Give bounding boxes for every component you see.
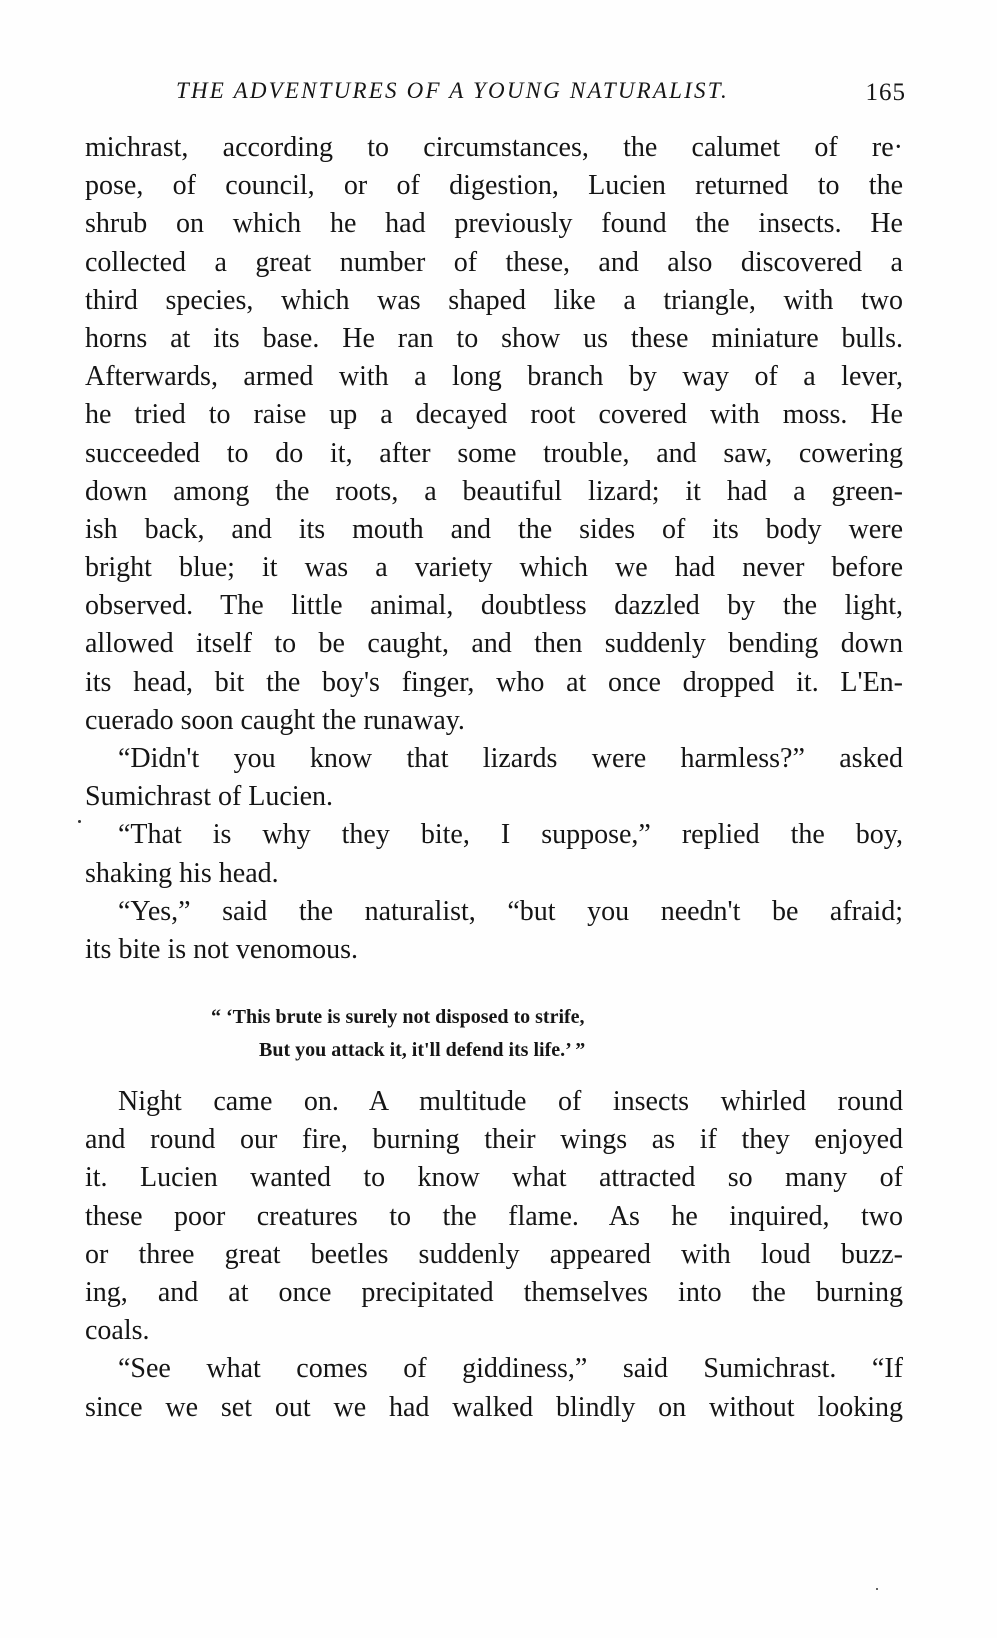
text-line: these poor creatures to the flame. As he inquired, two [85, 1200, 903, 1232]
text-line: he tried to raise up a decayed root covered with moss. He [85, 399, 903, 431]
text-line: it. Lucien wanted to know what attracted so many of [85, 1162, 903, 1194]
text-line: collected a great number of these, and also discovered a [85, 246, 903, 278]
verse-line: “ ‘This brute is surely not disposed to strife, [211, 1006, 585, 1028]
text-line: succeeded to do it, after some trouble, and saw, cowering [85, 437, 903, 469]
text-line: pose, of council, or of digestion, Lucien returned to the [85, 170, 903, 202]
text-line: “That is why they bite, I suppose,” replied the boy, [118, 819, 903, 851]
text-line: “Yes,” said the naturalist, “but you needn't be afraid; [118, 895, 903, 927]
text-line: cuerado soon caught the runaway. [85, 704, 465, 736]
text-line: bright blue; it was a variety which we had never before [85, 552, 903, 584]
text-line: Night came on. A multitude of insects whirled round [118, 1086, 903, 1117]
text-line: horns at its base. He ran to show us these miniature bulls. [85, 322, 903, 354]
paragraph-lizard [85, 129, 903, 969]
text-line: its head, bit the boy's finger, who at once dropped it. L'En- [85, 666, 903, 698]
text-line: allowed itself to be caught, and then suddenly bending down [85, 628, 903, 660]
text-line: ish back, and its mouth and the sides of its body were [85, 513, 903, 545]
verse-quotation [211, 1001, 731, 1067]
text-line: ing, and at once precipitated themselves into the burning [85, 1276, 903, 1308]
page-header [140, 78, 906, 112]
text-line: “Didn't you know that lizards were harmless?” asked [118, 743, 903, 774]
text-line: since we set out we had walked blindly on without looking [85, 1391, 903, 1423]
page-number: 165 [865, 79, 906, 106]
text-line: coals. [85, 1315, 150, 1347]
text-line: michrast, according to circumstances, the calumet of re· [85, 132, 903, 163]
text-line: Afterwards, armed with a long branch by way of a lever, [85, 361, 903, 393]
ink-speck [78, 820, 81, 823]
running-title: THE ADVENTURES OF A YOUNG NATURALIST. [176, 78, 729, 103]
verse-line: But you attack it, it'll defend its life.’ ” [259, 1039, 586, 1061]
ink-speck [876, 1588, 878, 1590]
text-line: its bite is not venomous. [85, 933, 358, 965]
text-line: down among the roots, a beautiful lizard; it had a green- [85, 475, 903, 507]
text-line: shrub on which he had previously found the insects. He [85, 208, 903, 240]
text-line: shaking his head. [85, 857, 279, 889]
text-line: third species, which was shaped like a triangle, with two [85, 284, 903, 316]
text-line: “See what comes of giddiness,” said Sumichrast. “If [118, 1353, 903, 1385]
paragraph-night [85, 1083, 903, 1427]
text-line: Sumichrast of Lucien. [85, 781, 334, 813]
text-line: or three great beetles suddenly appeared with loud buzz- [85, 1238, 903, 1270]
text-line: observed. The little animal, doubtless dazzled by the light, [85, 590, 903, 622]
text-line: and round our fire, burning their wings as if they enjoyed [85, 1124, 903, 1156]
